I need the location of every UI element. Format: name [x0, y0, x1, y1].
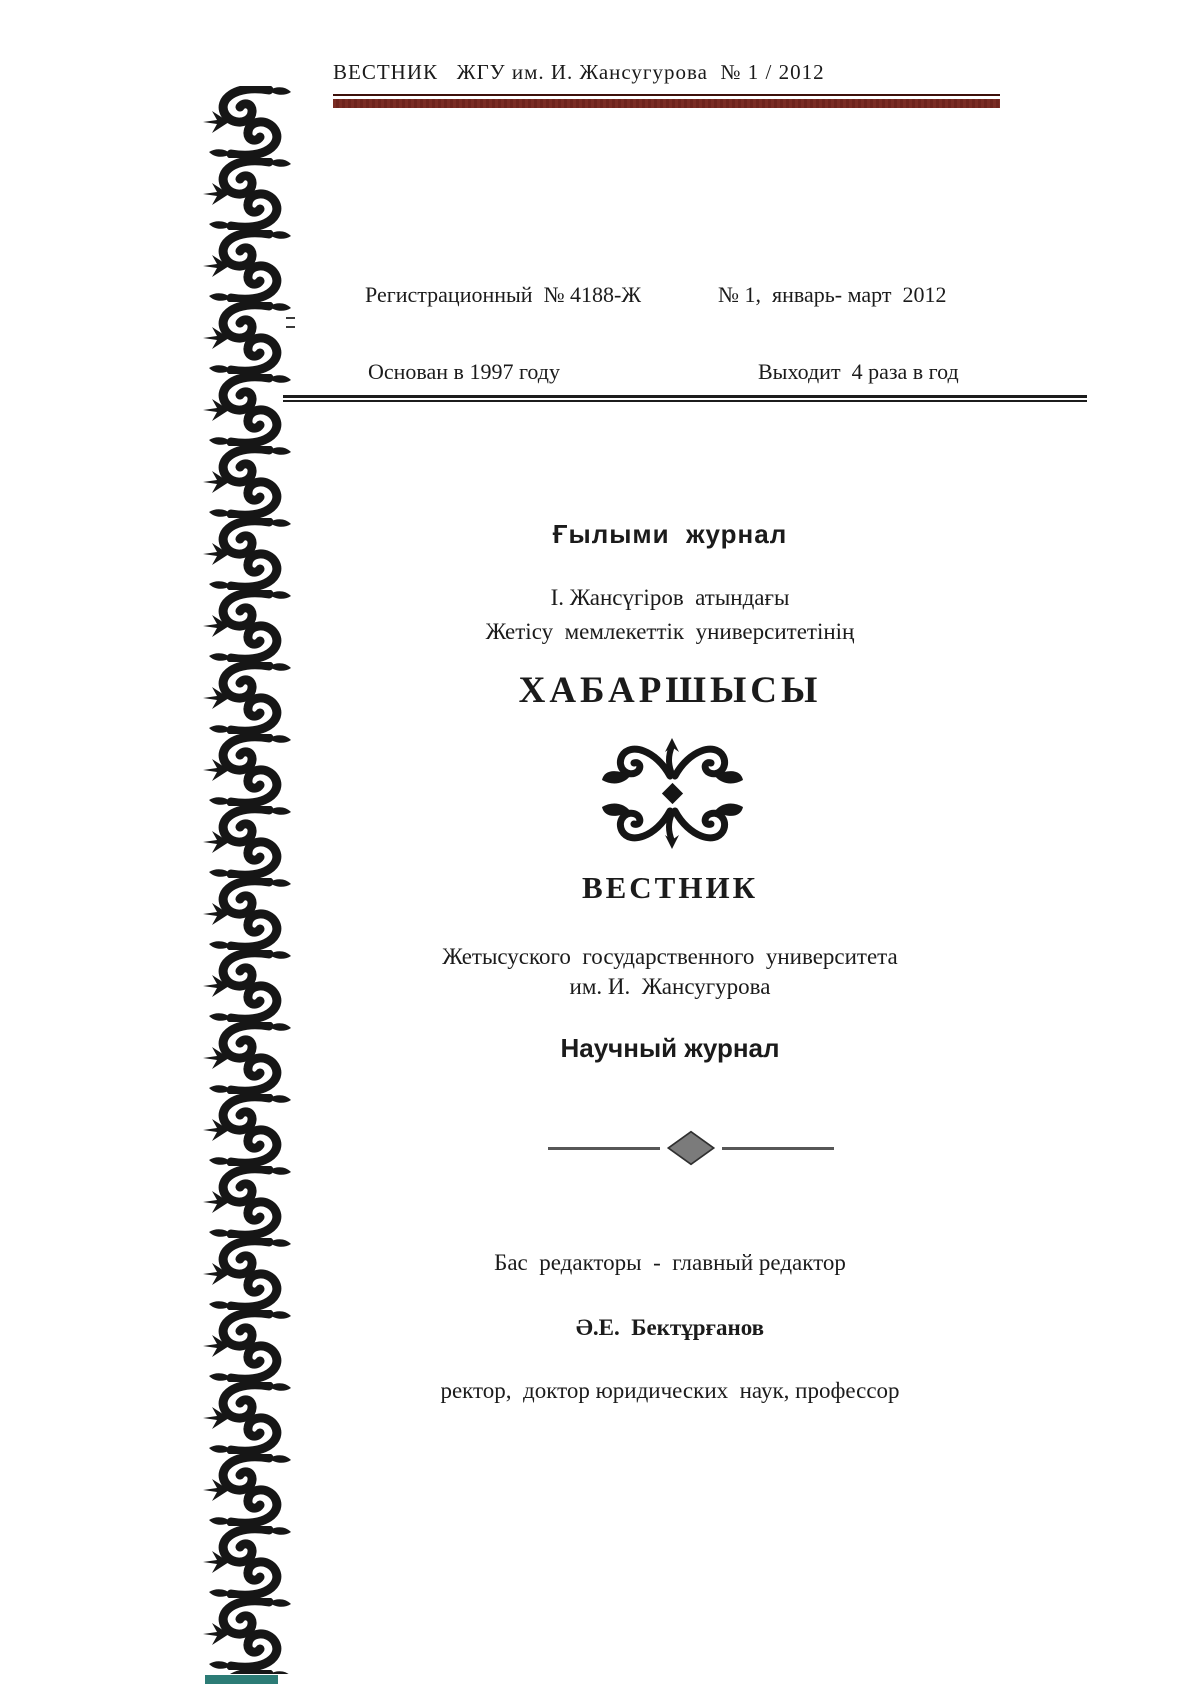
- registration-number: Регистрационный № 4188-Ж: [365, 282, 642, 307]
- kazakh-journal-type: Ғылыми журнал: [552, 519, 788, 549]
- issue-number: № 1, январь- март 2012: [718, 282, 947, 307]
- kazakh-ornament-icon: [600, 736, 745, 851]
- kazakh-university-name: Жетісу мемлекеттік университетінің: [485, 619, 855, 644]
- editor-credentials: ректор, доктор юридических наук, профессор: [440, 1378, 900, 1403]
- divider-line-left: [548, 1147, 660, 1150]
- editor-role-heading: Бас редакторы - главный редактор: [494, 1250, 846, 1275]
- divider-line-right: [722, 1147, 834, 1150]
- russian-named-after: им. И. Жансугурова: [569, 974, 771, 999]
- masthead-double-rule: [283, 395, 1087, 402]
- editor-name: Ә.Е. Бектұрғанов: [575, 1315, 765, 1340]
- bottom-accent-bar: [205, 1675, 278, 1684]
- diamond-icon: [667, 1131, 715, 1166]
- header-rule-thin: [333, 94, 1000, 96]
- russian-main-title: ВЕСТНИК: [581, 870, 759, 905]
- issue-frequency: Выходит 4 раза в год: [758, 359, 959, 384]
- russian-journal-type: Научный журнал: [560, 1033, 780, 1063]
- founded-year: Основан в 1997 году: [368, 359, 560, 384]
- russian-university-name: Жетысуского государственного университета: [442, 944, 898, 969]
- kazakh-main-title: ХАБАРШЫСЫ: [518, 670, 822, 711]
- diamond-divider: [548, 1132, 834, 1164]
- kazakh-named-after: І. Жансүгіров атындағы: [550, 585, 790, 610]
- header-rule-band: [333, 99, 1000, 108]
- page-header-title: ВЕСТНИК ЖГУ им. И. Жансугурова № 1 / 2012: [333, 60, 825, 84]
- equals-scan-mark: [286, 317, 295, 328]
